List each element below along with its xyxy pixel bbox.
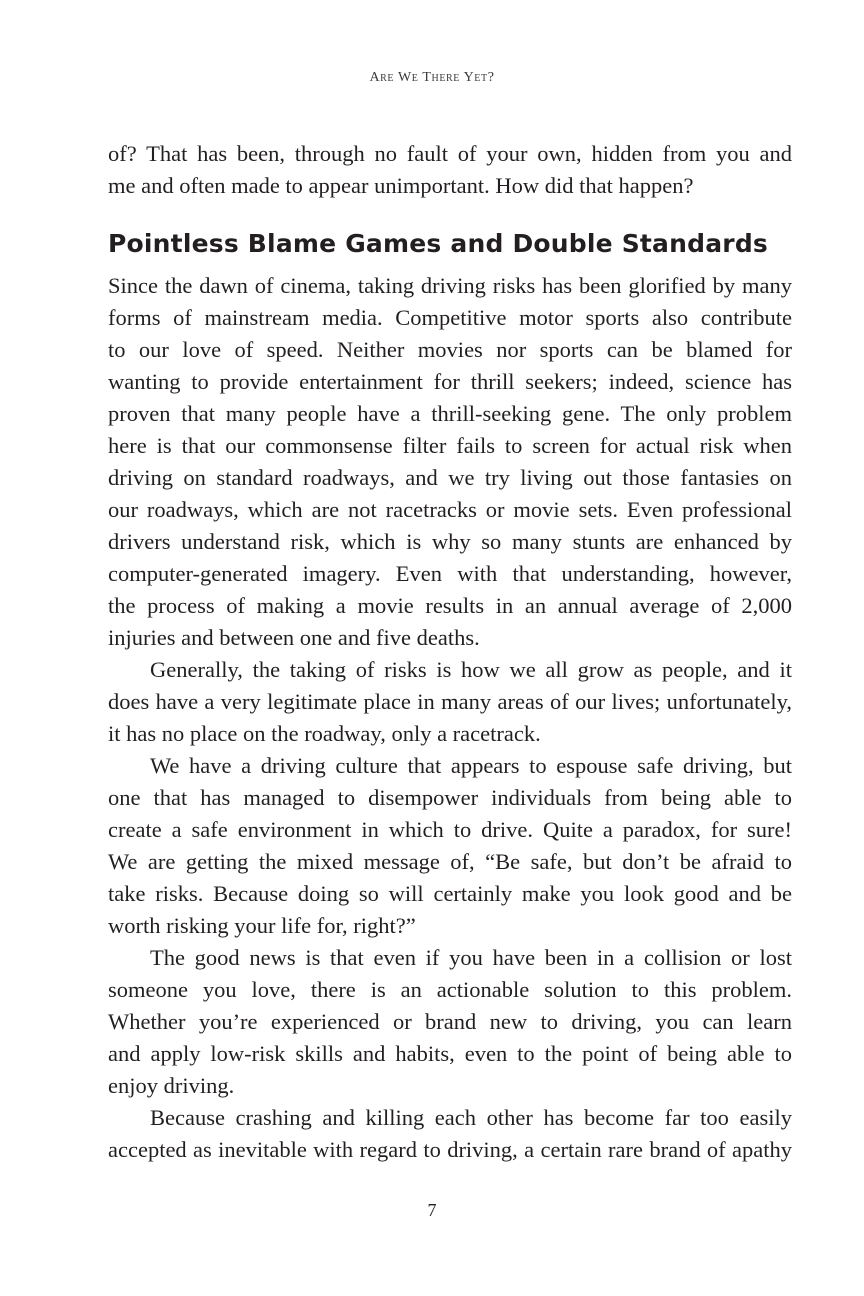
text-line: injuries and between one and five deaths. xyxy=(108,625,480,650)
text-line: worth risking your life for, right?” xyxy=(108,913,416,938)
text-line: Whether you’re experienced or brand new to driving, you can learn xyxy=(108,1009,792,1034)
paragraph xyxy=(108,270,792,654)
text-line: one that has managed to disempower individuals from being able to xyxy=(108,785,792,810)
text-line: We are getting the mixed message of, “Be safe, but don’t be afraid to xyxy=(108,849,792,874)
text-line: wanting to provide entertainment for thrill seekers; indeed, science has xyxy=(108,369,792,394)
text-line: someone you love, there is an actionable solution to this problem. xyxy=(108,977,792,1002)
text-line: computer-generated imagery. Even with that understanding, however, xyxy=(108,561,792,586)
paragraph xyxy=(108,750,792,942)
text-line: forms of mainstream media. Competitive motor sports also contribute xyxy=(108,305,792,330)
text-line: does have a very legitimate place in many areas of our lives; unfortunately, xyxy=(108,689,792,714)
text-line: here is that our commonsense filter fails to screen for actual risk when xyxy=(108,433,792,458)
text-line: the process of making a movie results in an annual average of 2,000 xyxy=(108,593,792,618)
text-line: Because crashing and killing each other has become far too easily xyxy=(150,1105,792,1130)
text-line: me and often made to appear unimportant. How did that happen? xyxy=(108,173,694,198)
text-line: to our love of speed. Neither movies nor sports can be blamed for xyxy=(108,337,792,362)
text-line: proven that many people have a thrill-seeking gene. The only problem xyxy=(108,401,792,426)
paragraph xyxy=(108,942,792,1102)
text-line: create a safe environment in which to drive. Quite a paradox, for sure! xyxy=(108,817,792,842)
text-line: drivers understand risk, which is why so many stunts are enhanced by xyxy=(108,529,792,554)
text-line: The good news is that even if you have been in a collision or lost xyxy=(150,945,792,970)
paragraph xyxy=(108,1102,792,1166)
text-line: enjoy driving. xyxy=(108,1073,235,1098)
text-line: it has no place on the roadway, only a racetrack. xyxy=(108,721,541,746)
page-number: 7 xyxy=(427,1200,437,1220)
page-body xyxy=(108,138,792,1166)
text-line: accepted as inevitable with regard to driving, a certain rare brand of apathy xyxy=(108,1137,792,1162)
section-heading: Pointless Blame Games and Double Standards xyxy=(108,229,768,258)
running-head: Are We There Yet? xyxy=(369,70,495,85)
text-line: driving on standard roadways, and we try living out those fantasies on xyxy=(108,465,792,490)
intro-paragraph xyxy=(108,138,792,202)
paragraph xyxy=(108,654,792,750)
text-line: of? That has been, through no fault of your own, hidden from you and xyxy=(108,141,792,166)
text-line: take risks. Because doing so will certainly make you look good and be xyxy=(108,881,792,906)
text-line: and apply low-risk skills and habits, even to the point of being able to xyxy=(108,1041,792,1066)
text-line: We have a driving culture that appears to espouse safe driving, but xyxy=(150,753,792,778)
text-line: Generally, the taking of risks is how we all grow as people, and it xyxy=(150,657,792,682)
text-line: Since the dawn of cinema, taking driving risks has been glorified by many xyxy=(108,273,792,298)
text-line: our roadways, which are not racetracks or movie sets. Even professional xyxy=(108,497,792,522)
